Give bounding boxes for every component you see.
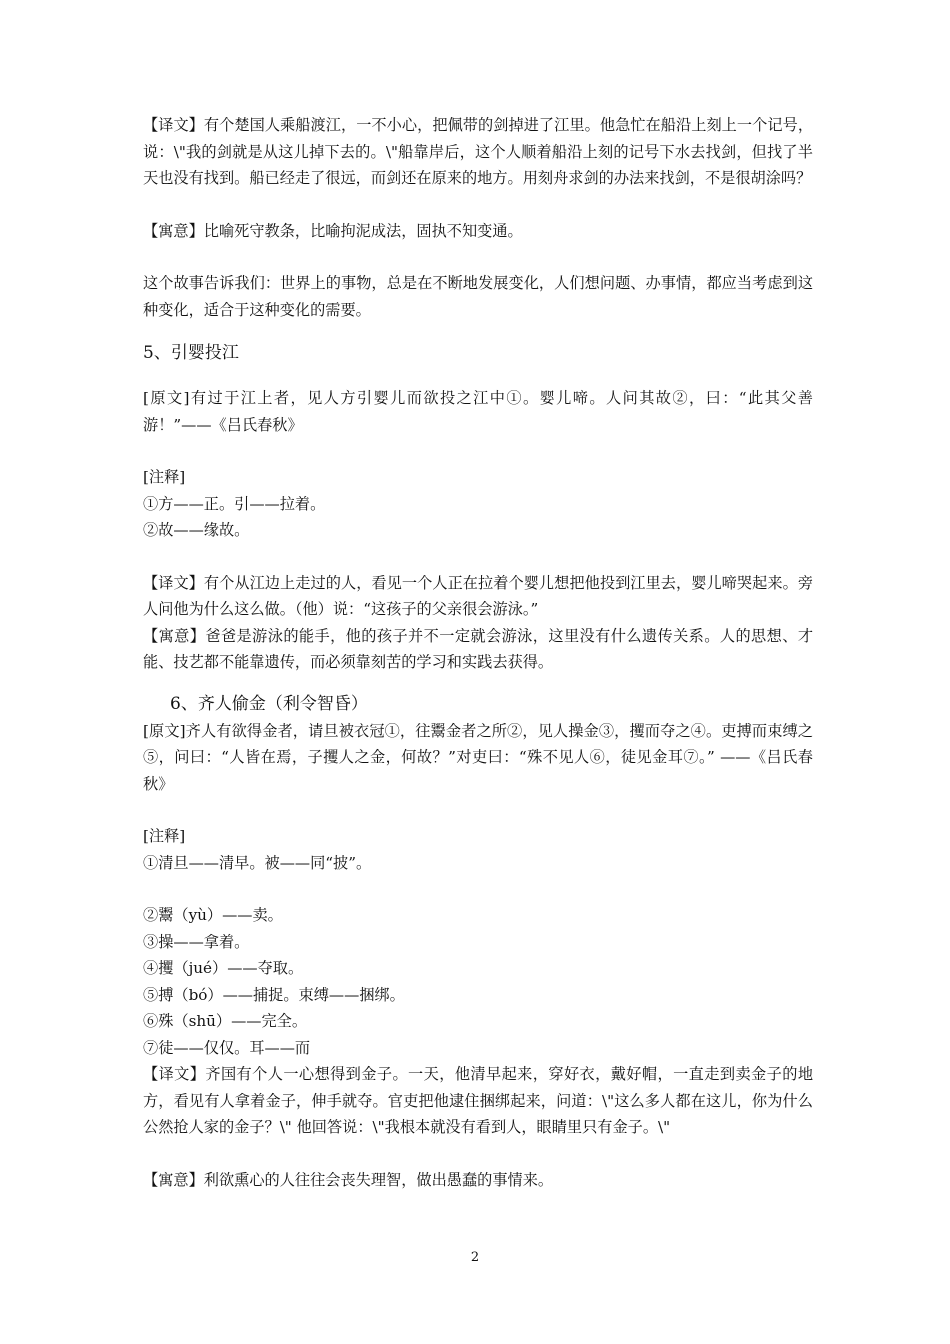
sec6-note: ⑤搏（bó）——捕捉。束缚——捆绑。 — [143, 985, 405, 1004]
sec6-original: [原文]齐人有欲得金者，请旦被衣冠①，往鬻金者之所②，见人操金③，攫而夺之④。吏搏而束缚之⑤，问曰：“人皆在焉，子攫人之金，何故？”对吏曰：“殊不见人⑥，徒见金耳⑦。” ——《吕氏春秋》 — [143, 721, 813, 793]
sec5-original: [原文]有过于江上者，见人方引婴儿而欲投之江中①。婴儿啼。人问其故②，曰：“此其父善游！”——《吕氏春秋》 — [143, 389, 813, 434]
sec6-note: ⑥殊（shū）——完全。 — [143, 1012, 308, 1030]
sec6-note: ①清旦——清早。被——同“披”。 — [143, 853, 372, 872]
sec6-note: ②鬻（yù）——卖。 — [143, 906, 283, 924]
page-number: 2 — [470, 1250, 480, 1265]
sec6-heading: 6、齐人偷金（利令智昏） — [170, 693, 368, 714]
sec6-moral: 【寓意】利欲熏心的人往往会丧失理智，做出愚蠢的事情来。 — [143, 1170, 554, 1189]
sec5-moral: 【寓意】爸爸是游泳的能手，他的孩子并不一定就会游泳，这里没有什么遗传关系。人的思想、才能、技艺都不能靠遗传，而必须靠刻苦的学习和实践去获得。 — [143, 626, 813, 671]
sec4-moral: 【寓意】比喻死守教条，比喻拘泥成法，固执不知变通。 — [143, 221, 523, 240]
sec5-note: ②故——缘故。 — [143, 521, 250, 539]
document-body — [143, 112, 813, 1193]
sec6-translation: 【译文】齐国有个人一心想得到金子。一天，他清早起来，穿好衣，戴好帽，一直走到卖金子的地方，看见有人拿着金子，伸手就夺。官吏把他逮住捆绑起来，问道：\"这么多人都在这儿，你为什么公然抢人家的金子？\" 他回答说：\"我根本就没有看到人，眼睛里只有金子。\" — [143, 1065, 813, 1136]
sec5-translation: 【译文】有个从江边上走过的人，看见一个人正在拉着个婴儿想把他投到江里去，婴儿啼哭起来。旁人问他为什么这么做。（他）说：“这孩子的父亲很会游泳。” — [143, 573, 813, 618]
sec5-heading: 5、引婴投江 — [143, 343, 239, 363]
sec6-notes-title: [注释] — [143, 827, 186, 845]
sec4-lesson: 这个故事告诉我们：世界上的事物，总是在不断地发展变化，人们想问题、办事情，都应当考虑到这种变化，适合于这种变化的需要。 — [143, 274, 813, 319]
sec6-note: ⑦徒——仅仅。耳——而 — [143, 1038, 311, 1057]
sec5-note: ①方——正。引——拉着。 — [143, 494, 326, 513]
sec5-notes-title: [注释] — [143, 468, 186, 486]
sec6-note: ④攫（jué）——夺取。 — [143, 959, 304, 977]
sec4-translation: 【译文】有个楚国人乘船渡江，一不小心，把佩带的剑掉进了江里。他急忙在船沿上刻上一个记号，说：\"我的剑就是从这儿掉下去的。\"船靠岸后，这个人顺着船沿上刻的记号下水去找剑，但找了半天也没有找到。船已经走了很远，而剑还在原来的地方。用刻舟求剑的办法来找剑，不是很胡涂吗？ — [143, 116, 813, 187]
sec6-note: ③操——拿着。 — [143, 932, 250, 951]
